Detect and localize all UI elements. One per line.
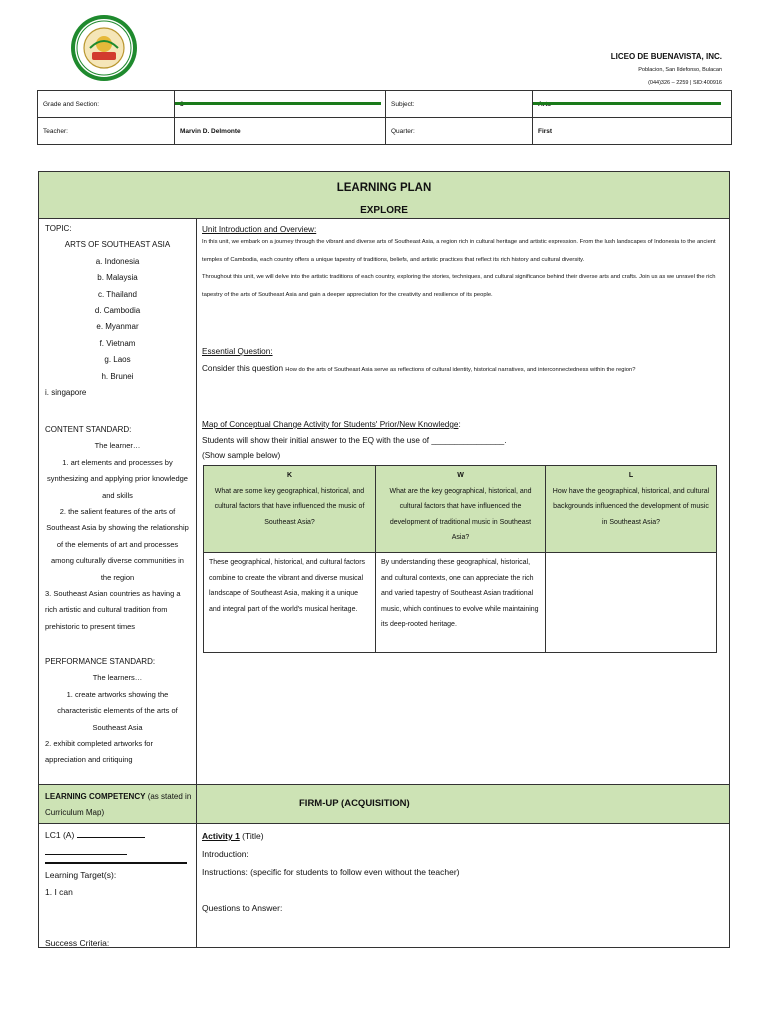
content-item-3: 3. Southeast Asian countries as having a rich artistic and cultural tradition from prehistoric to present times (45, 589, 181, 631)
topic-item: f. Vietnam (99, 338, 136, 348)
column-divider (196, 218, 197, 948)
learning-target-label: Learning Target(s): (45, 870, 117, 880)
topic-item: c. Thailand (98, 289, 137, 299)
topic-section (45, 221, 190, 401)
lc1-blank (77, 837, 145, 838)
quarter-value: First (533, 118, 732, 145)
school-contact: (044)326 – 2259 | SID:400916 (648, 80, 722, 86)
info-table (37, 90, 732, 145)
band-divider (196, 785, 197, 823)
competency-section (45, 827, 190, 948)
introduction-label: Introduction: (202, 849, 249, 859)
map-sample: (Show sample below) (202, 451, 281, 460)
content-item-2: 2. the salient features of the arts of Southeast Asia by showing the relationship of the elements of art and processes among culturally diverse communities in the region (46, 507, 189, 582)
school-name: LICEO DE BUENAVISTA, INC. (610, 52, 722, 61)
i-can: 1. I can (45, 887, 73, 897)
content-lead: The learner… (94, 441, 141, 451)
kwl-w-answer: By understanding these geographical, historical, and cultural contexts, one can appreciate the rich and varied tapestry of Southeast Asian traditional music, which continues to evolve while maintaining its deep-rooted heritage. (376, 553, 546, 653)
school-seal-icon (70, 14, 138, 82)
kwl-l-question: How have the geographical, historical, and cultural backgrounds influenced the development of music in Southeast Asia? (552, 487, 710, 526)
kwl-l-header (546, 466, 717, 553)
explore-heading: EXPLORE (360, 205, 408, 216)
map-heading-line (202, 417, 722, 433)
performance-standard-label: PERFORMANCE STANDARD: (45, 657, 156, 666)
performance-item-2: 2. exhibit completed artworks for appreciation and critiquing (45, 739, 153, 765)
kwl-w-letter: W (457, 472, 464, 479)
kwl-w-question: What are the key geographical, historical, and cultural factors that have influenced the development of traditional music in Southeast Asia? (389, 487, 532, 541)
topic-item: h. Brunei (101, 371, 134, 381)
questions-label: Questions to Answer: (202, 903, 283, 913)
subject-value (533, 91, 732, 118)
kwl-k-answer: These geographical, historical, and cultural factors combine to create the vibrant and diverse musical landscape of Southeast Asia, making it a unique and integral part of the world's musical heritage. (204, 553, 376, 653)
topic-item: g. Laos (104, 355, 131, 365)
learning-plan (38, 171, 730, 948)
unit-paragraph-1: In this unit, we embark on a journey through the vibrant and diverse arts of Southeast Asia, a region rich in cultural heritage and artistic expression. From the lush landscapes of Indonesia to the ancient temples of Cambodia, each country offers a unique tapestry of traditions, beliefs, and artistic practices that reflect its rich history and cultural diversity. (202, 239, 716, 263)
eq-text: How do the arts of Southeast Asia serve as reflections of cultural identity, historical narratives, and interconnectedness within the region? (285, 367, 636, 373)
topic-label: TOPIC: (45, 224, 72, 233)
topic-item: a. Indonesia (95, 256, 140, 266)
map-heading: Map of Conceptual Change Activity for Students' Prior/New Knowledge (202, 420, 459, 429)
firmup-band (39, 784, 729, 824)
success-criteria: Success Criteria: (45, 938, 110, 948)
grade-value (175, 91, 386, 118)
teacher-label: Teacher: (38, 118, 175, 145)
competency-heading (45, 789, 193, 821)
topic-item: d. Cambodia (94, 306, 141, 316)
activity-line (202, 827, 722, 845)
kwl-k-question: What are some key geographical, historical, and cultural factors that have influenced the music of Southeast Asia? (214, 487, 365, 526)
unit-paragraph-2: Throughout this unit, we will delve into the artistic traditions of each country, exploring the stories, techniques, and cultural significance behind their diverse arts and crafts. Join us as we unravel the rich tapestry of the arts of Southeast Asia and gain a deeper appreciation for the creativity and resilience of its people. (202, 274, 716, 298)
grade-label: Grade and Section: (38, 91, 175, 118)
performance-standard-section (45, 654, 190, 769)
plan-header (39, 172, 729, 219)
kwl-w-header (376, 466, 546, 553)
kwl-k-letter: K (286, 472, 293, 479)
firmup-heading: FIRM-UP (ACQUISITION) (299, 798, 410, 809)
kwl-l-answer (546, 553, 717, 653)
school-address: Poblacion, San Ildefonso, Bulacan (638, 67, 722, 73)
instructions-label: Instructions: (specific for students to follow even without the teacher) (202, 867, 460, 877)
content-item-1: 1. art elements and processes by synthesizing and applying prior knowledge and skills (47, 457, 188, 500)
kwl-k-header (204, 466, 376, 553)
performance-lead: The learners… (92, 673, 143, 683)
activity-title: (Title) (242, 831, 264, 841)
content-standard-section (45, 422, 190, 635)
topic-title: ARTS OF SOUTHEAST ASIA (64, 240, 171, 250)
map-activity (202, 417, 722, 464)
unit-heading: Unit Introduction and Overview: (202, 225, 317, 234)
competency-note: (as stated in Curriculum Map) (45, 792, 192, 817)
map-colon: : (458, 420, 461, 429)
activity-section (202, 827, 722, 917)
competency-rule (45, 862, 187, 864)
lc1-label: LC1 (A) (45, 830, 75, 840)
map-line-text: Students will show their initial answer to the EQ with the use of (202, 435, 430, 445)
quarter-label: Quarter: (386, 118, 533, 145)
essential-question (202, 347, 722, 380)
topic-item: e. Myanmar (96, 322, 139, 332)
unit-overview (202, 225, 722, 304)
subject-label: Subject: (386, 91, 533, 118)
performance-item-1: 1. create artworks showing the characteristic elements of the arts of Southeast Asia (57, 689, 178, 732)
lc1-blank-2 (45, 844, 190, 861)
map-line (202, 433, 722, 449)
kwl-l-letter: L (628, 472, 634, 479)
content-standard-label: CONTENT STANDARD: (45, 425, 132, 434)
map-blank: ________________. (431, 435, 507, 445)
lc1-line (45, 827, 190, 844)
eq-line (202, 360, 722, 380)
topic-item: b. Malaysia (97, 273, 138, 283)
topic-extra: i. singapore (45, 388, 87, 398)
eq-heading: Essential Question: (202, 347, 273, 356)
eq-lead: Consider this question (202, 364, 284, 373)
competency-label: LEARNING COMPETENCY (45, 792, 146, 801)
plan-title: LEARNING PLAN (336, 182, 432, 194)
kwl-table (203, 465, 717, 653)
teacher-value: Marvin D. Delmonte (175, 118, 386, 145)
activity-label: Activity 1 (202, 831, 240, 841)
